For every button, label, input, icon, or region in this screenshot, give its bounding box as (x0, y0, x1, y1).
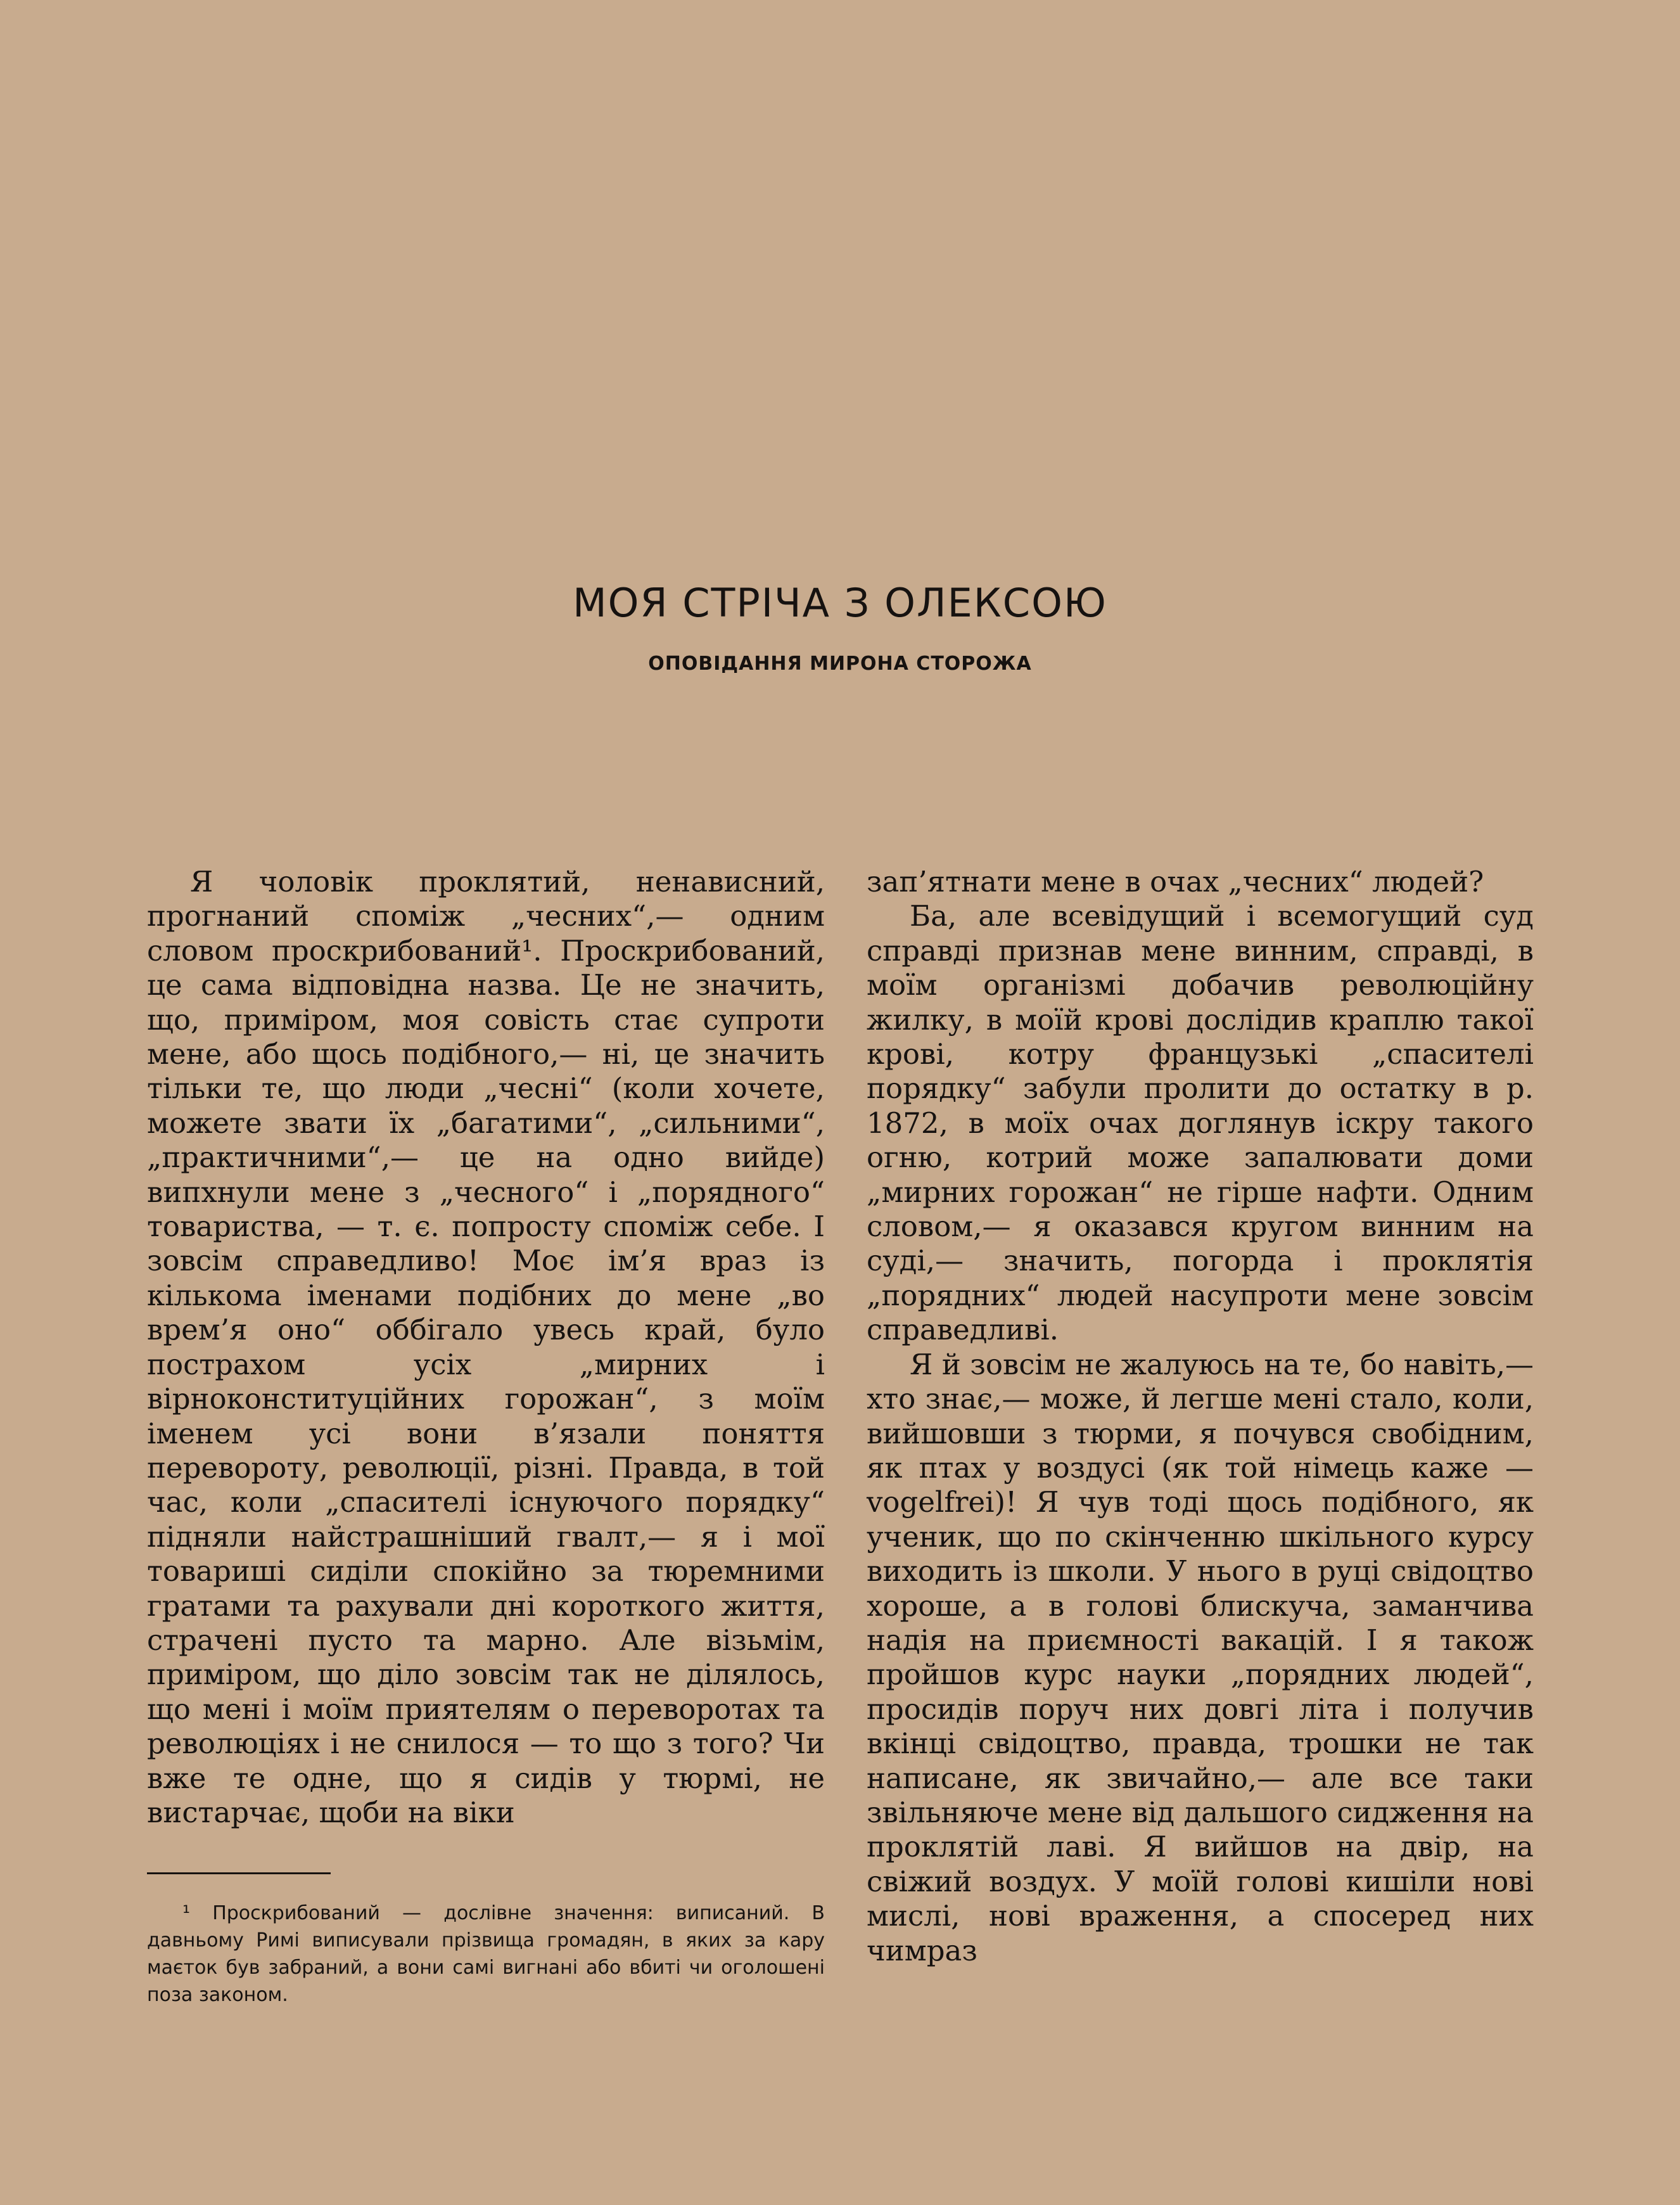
paragraph: Я чоловік проклятий, ненависний, прогнаний споміж „чесних“,— одним словом проскрибований¹. Проскрибований, це сама відповідна назва. Це не значить, що, приміром, моя совість стає супроти мене, або щось подібного,— ні, це значить тільки те, що люди „чесні“ (коли хочете, можете звати їх „багатими“, „сильними“, „практичними“,— це на одно вийде) випхнули мене з „чесного“ і „порядного“ товариства, — т. є. попросту споміж себе. І зовсім справедливо! Моє ім’я враз із кількома іменами подібних до мене „во врем’я оно“ оббігало увесь край, було пострахом усіх „мирних і вірноконституційних горожан“, з моїм іменем усі вони в’язали поняття перевороту, революції, різні. Правда, в той час, коли „спасителі існуючого порядку“ підняли найстрашніший гвалт,— я і мої товариші сиділи спокійно за тюремними гратами та рахували дні короткого життя, страчені пусто та марно. Але візьмім, приміром, що діло зовсім так не ділялось, що мені і моїм приятелям о переворотах та революціях і не снилося — то що з того? Чи вже те одне, що я сидів у тюрмі, не вистарчає, щоби на віки (147, 865, 825, 1829)
footnote-divider (147, 1872, 331, 1874)
left-column (147, 865, 825, 1830)
page-title: МОЯ СТРІЧА З ОЛЕКСОЮ (573, 580, 1107, 626)
paragraph-continuation: зап’ятнати мене в очах „чесних“ людей? (867, 865, 1484, 898)
right-column (867, 865, 1534, 1968)
paragraph: Я й зовсім не жалуюсь на те, бо навіть,— хто знає,— може, й легше мені стало, коли, вийшовши з тюрми, я почувся свобідним, як птах у воздусі (як той німець каже — vogelfrei)! Я чув тоді щось подібного, як ученик, що по скінченню шкільного курсу виходить із школи. У нього в руці свідоцтво хороше, а в голові блискуча, заманчива надія на приємності вакацій. І я також пройшов курс науки „порядних людей“, просидів поруч них довгі літа і получив вкінці свідоцтво, правда, трошки не так написане, як звичайно,— але все таки звільняюче мене від дальшого сидження на проклятій лаві. Я вийшов на двір, на свіжий воздух. У моїй голові кишіли нові мислі, нові враження, а спосеред них чимраз (867, 1347, 1534, 1967)
footnote: ¹ Проскрибований — дослівне значення: виписаний. В давньому Римі виписували прізвища громадян, в яких за кару маєток був забраний, а вони самі вигнані або вбиті чи оголошені поза законом. (147, 1902, 825, 2006)
paragraph: Ба, але всевідущий і всемогущий суд справді признав мене винним, справді, в моїм організмі добачив революційну жилку, в моїй крові дослідив краплю такої крові, котру французькі „спасителі порядку“ забули пролити до остатку в р. 1872, в моїх очах доглянув іскру такого огню, котрий може запалювати доми „мирних горожан“ не гірше нафти. Одним словом,— я оказався кругом винним на суді,— значить, погорда і проклятія „порядних“ людей насупроти мене зовсім справедливі. (867, 899, 1534, 1347)
page-subtitle: ОПОВІДАННЯ МИРОНА СТОРОЖА (648, 653, 1032, 675)
